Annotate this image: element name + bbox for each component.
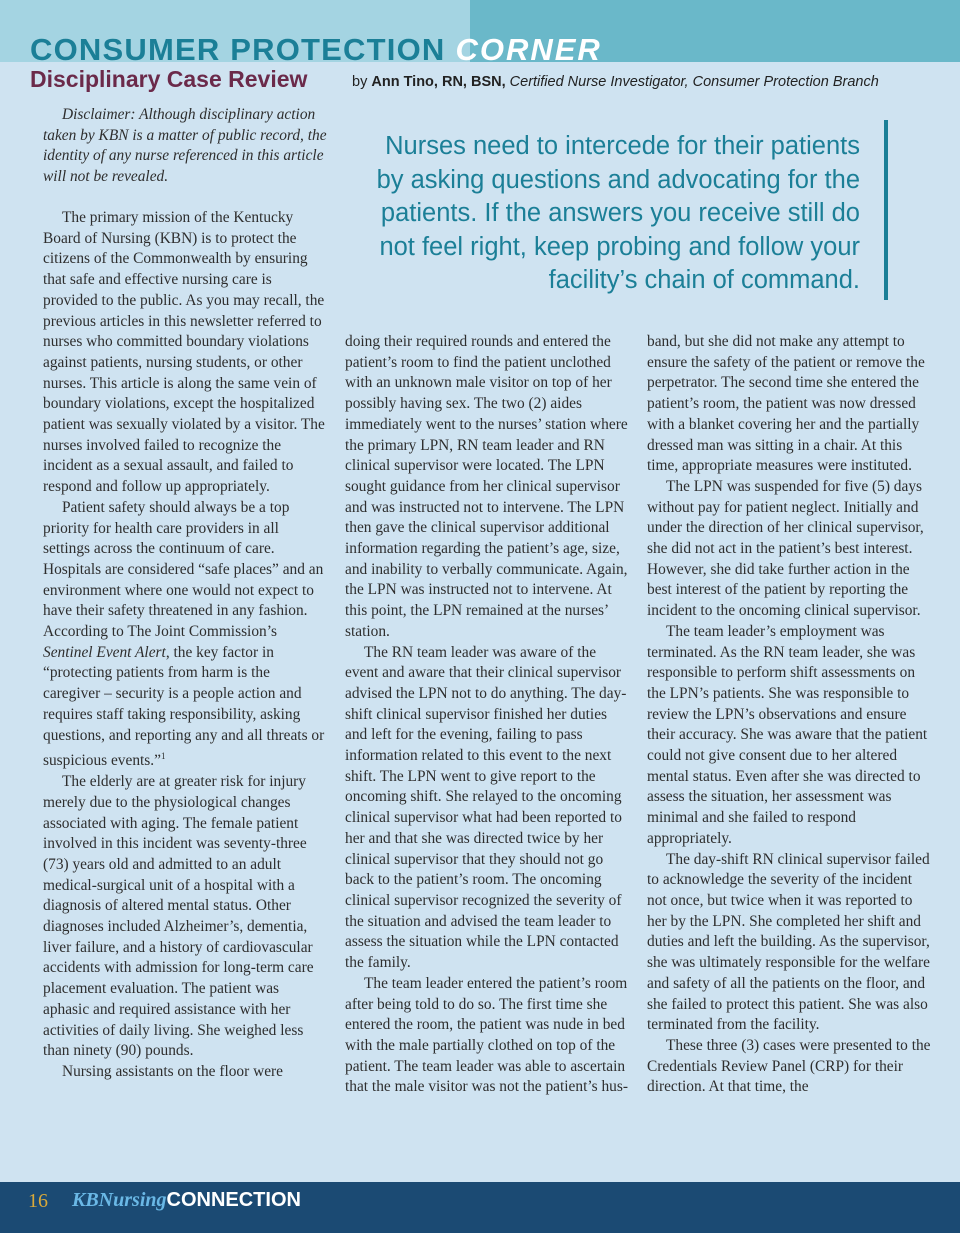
byline [352, 74, 879, 90]
title-corner: CORNER [455, 32, 602, 67]
col2-paragraph-3: The team leader entered the patient’s room after being told to do so. The first time she entered the room, the patient was nude in bed with the male partially clothed on top of the patient. The team leader was able to ascertain that the male visitor was not the patient’s hus- [345, 974, 628, 1096]
pull-quote: Nurses need to intercede for their patients by asking questions and advocating for the patients. If the answers you receive still do not feel right, keep probing and follow your facility’s chain of command. [376, 132, 860, 294]
article-column-3 [647, 332, 932, 1098]
pull-quote-bar [884, 120, 888, 300]
footnote-ref: 1 [160, 751, 166, 762]
article-column-1 [43, 208, 327, 1083]
col3-paragraph-1: band, but she did not make any attempt to ensure the safety of the patient or remove the perpetrator. The second time she entered the patient’s room, the patient was now dressed with a blanket covering her and the partially dressed man was sitting in a chair. At this time, appropriate measures were instituted. [647, 333, 925, 475]
article-column-2 [345, 332, 630, 1098]
col1-paragraph-1: The primary mission of the Kentucky Board of Nursing (KBN) is to protect the citizens of the Commonwealth by ensuring that safe and effective nursing care is provided to the public. As you may recall, the previous articles in this newsletter referred to nurses who committed boundary violations against patients, nursing students, or other nurses. This article is along the same vein of boundary violations, except the hospitalized patient was sexually violated by a visitor. The nurses involved failed to recognize the incident as a sexual assault, and failed to respond and follow up appropriately. [43, 209, 325, 496]
page-title [30, 32, 602, 68]
disclaimer-text: Disclaimer: Although disciplinary action taken by KBN is a matter of public record, the identity of any nurse referenced in this article will not be revealed. [43, 106, 327, 186]
title-consumer-protection: CONSUMER PROTECTION [30, 32, 446, 67]
col2-paragraph-1: doing their required rounds and entered the patient’s room to find the patient unclothed with an unknown male visitor on top of her possibly having sex. The two (2) aides immediately went to the nurses’ station where the primary LPN, RN team leader and RN clinical supervisor were located. The LPN sought guidance from her clinical supervisor and was instructed not to intervene. The LPN then gave the clinical supervisor additional information regarding the patient’s age, size, and inability to verbally communicate. Again, the LPN was instructed not to intervene. At this point, the LPN remained at the nurses’ station. [345, 333, 628, 640]
col1-paragraph-4: Nursing assistants on the floor were [62, 1062, 283, 1080]
col1-p2-text-a: Patient safety should always be a top priority for health care providers in all settings across the continuum of care. Hospitals are considered “safe places” and an environment where one would not expect to have their safety threatened in any fashion. According to The Joint Commission’s [43, 498, 324, 641]
col1-paragraph-3: The elderly are at greater risk for injury merely due to the physiological changes associated with aging. The female patient involved in this incident was seventy-three (73) years old and admitted to an adult medical-surgical unit of a hospital with a diagnosis of altered mental status. Other diagnoses included Alzheimer’s, dementia, liver failure, and a history of cardiovascular accidents with admission for long-term care placement evaluation. The patient was aphasic and required assistance with her activities of daily living. She weighed less than ninety (90) pounds. [43, 773, 314, 1060]
byline-author: Ann Tino, RN, BSN, [371, 74, 506, 90]
article-subtitle: Disciplinary Case Review [30, 66, 308, 92]
disclaimer [43, 105, 327, 188]
publication-logo [72, 1189, 301, 1212]
byline-by: by [352, 74, 368, 90]
page-number: 16 [28, 1190, 48, 1212]
col3-paragraph-5: These three (3) cases were presented to the Credentials Review Panel (CRP) for their direction. At that time, the [647, 1036, 931, 1096]
byline-role: Certified Nurse Investigator, Consumer Protection Branch [509, 74, 879, 90]
col1-paragraph-2 [43, 498, 327, 772]
col3-paragraph-3: The team leader’s employment was terminated. As the RN team leader, she was responsible to perform shift assessments on the LPN’s patients. She was responsible to review the LPN’s observations and ensure their accuracy. She was aware that the patient could not give consent due to her altered mental status. Even after she was directed to assess the situation, her assessment was minimal and she failed to respond appropriately. [647, 622, 928, 847]
logo-connection: CONNECTION [166, 1189, 301, 1211]
col2-paragraph-2: The RN team leader was aware of the event and aware that their clinical supervisor advised the LPN not to do anything. The day-shift clinical supervisor finished her duties and left for the evening, failing to pass information related to this event to the next shift. The LPN went to give report to the oncoming shift. She relayed to the oncoming clinical supervisor what had been reported to her and that she was directed twice by her clinical supervisor that they should not go back to the patient’s room. The oncoming clinical supervisor recognized the severity of the situation and advised the team leader to assess the situation while the LPN contacted the family. [345, 643, 627, 972]
col1-p2-emphasis: Sentinel Event Alert [43, 643, 166, 661]
col3-paragraph-4: The day-shift RN clinical supervisor failed to acknowledge the severity of the incident not once, but twice when it was reported to her by the LPN. She completed her shift and duties and left the building. As the supervisor, she was ultimately responsible for the welfare and safety of all the patients on the floor, and she failed to protect this patient. She was also terminated from the facility. [647, 850, 930, 1034]
col1-p2-text-b: , the key factor in “protecting patients from harm is the caregiver – security is a people action and requires staff taking responsibility, asking questions, and reporting any and all threats or suspicious events.” [43, 643, 325, 770]
col3-paragraph-2: The LPN was suspended for five (5) days without pay for patient neglect. Initially and under the direction of her clinical supervisor, she did not act in the patient’s best interest. However, she did take further action in the best interest of the patient by reporting the incident to the oncoming clinical supervisor. [647, 477, 924, 620]
logo-kbnursing: KBNursing [72, 1189, 167, 1211]
